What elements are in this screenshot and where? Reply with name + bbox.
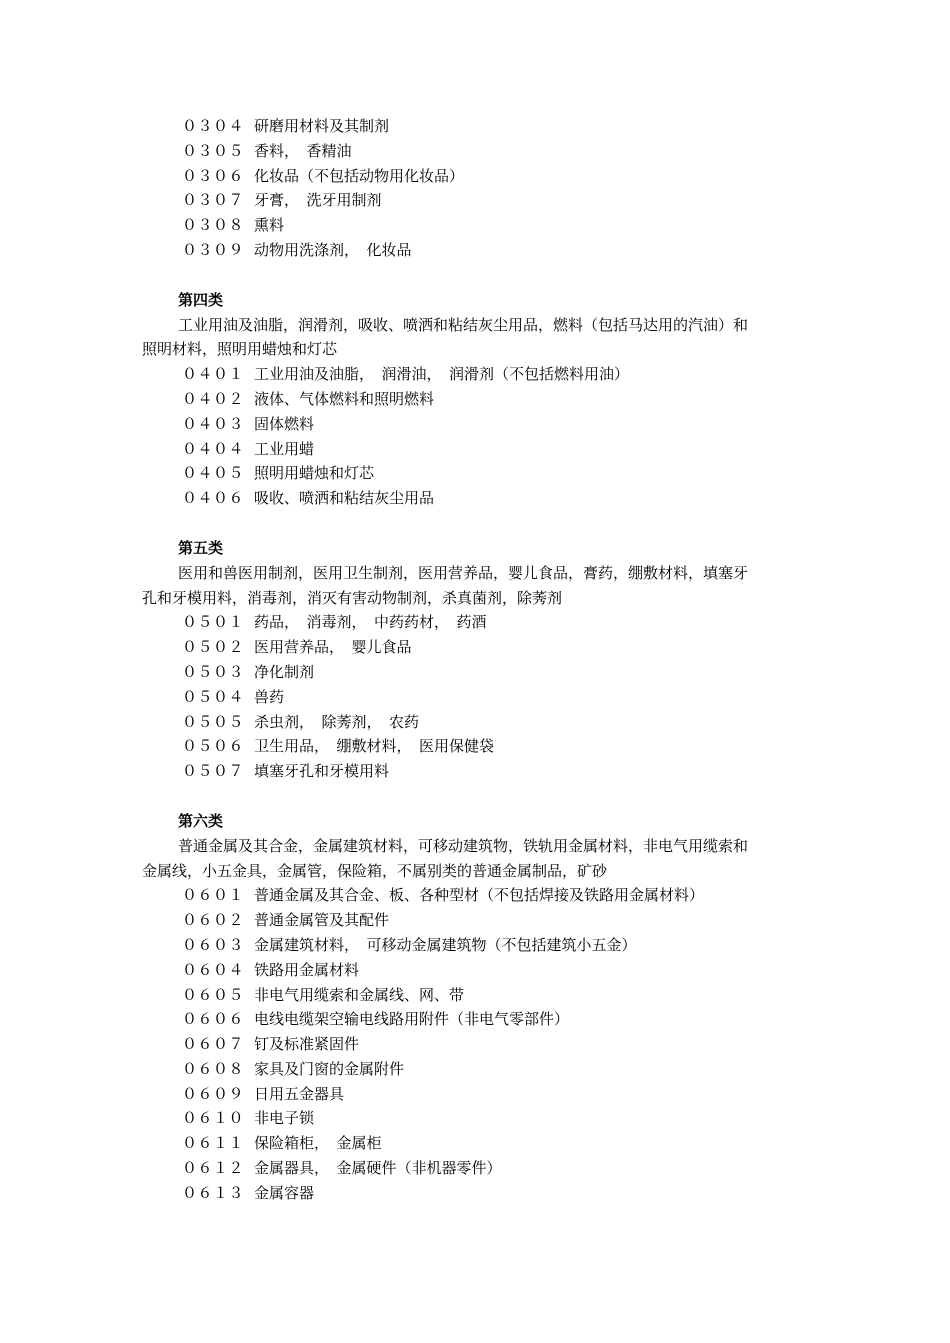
list-item [0,461,950,486]
list-item [0,610,950,635]
list-item [0,1057,950,1082]
item-text: 铁路用金属材料 [254,960,360,979]
item-text: 普通金属管及其配件 [254,911,390,930]
item-code: ０５０７ [182,762,245,781]
item-code: ０４０６ [182,489,245,508]
item-code: ０４０１ [182,365,245,384]
item-code: ０４０２ [182,389,245,408]
item-text: 药品， 消毒剂， 中药药材， 药酒 [254,613,487,632]
list-item [0,983,950,1008]
section-class-6 [0,809,950,1206]
item-text: 家具及门窗的金属附件 [254,1059,405,1078]
item-code: ０５０４ [182,687,245,706]
item-text: 熏料 [254,216,285,235]
item-code: ０６０４ [182,960,245,979]
item-code: ０６０１ [182,886,245,905]
section-description-line: 孔和牙模用料，消毒剂，消灭有害动物制剂，杀真菌剂，除莠剂 [142,588,563,607]
item-code: ０５０３ [182,662,245,681]
section-description-line: 金属线，小五金具，金属管，保险箱，不属别类的普通金属制品，矿砂 [142,861,608,880]
list-item [0,1007,950,1032]
item-code: ０４０５ [182,464,245,483]
list-item [0,437,950,462]
item-text: 电线电缆架空输电线路用附件（非电气零部件） [254,1010,570,1029]
list-item [0,883,950,908]
item-code: ０５０５ [182,712,245,731]
section-description-line: 医用和兽医用制剂，医用卫生制剂，医用营养品，婴儿食品，膏药，绷敷材料，填塞牙 [178,563,749,582]
item-code: ０５０６ [182,737,245,756]
item-code: ０６０６ [182,1010,245,1029]
item-text: 固体燃料 [254,414,315,433]
item-code: ０６１２ [182,1159,245,1178]
item-text: 化妆品（不包括动物用化妆品） [254,166,465,185]
item-text: 动物用洗涤剂， 化妆品 [254,240,412,259]
item-text: 日用五金器具 [254,1084,345,1103]
item-text: 金属容器 [254,1183,315,1202]
item-text: 杀虫剂， 除莠剂， 农药 [254,712,420,731]
item-code: ０６１０ [182,1109,245,1128]
list-item [0,1106,950,1131]
list-item [0,958,950,983]
list-item [0,412,950,437]
list-item [0,1156,950,1181]
item-code: ０３０６ [182,166,245,185]
item-text: 非电气用缆索和金属线、网、带 [254,985,465,1004]
section-heading: 第四类 [178,290,224,309]
list-item [0,685,950,710]
list-item [0,759,950,784]
item-text: 卫生用品， 绷敷材料， 医用保健袋 [254,737,495,756]
item-code: ０３０９ [182,240,245,259]
item-code: ０４０３ [182,414,245,433]
list-item [0,908,950,933]
item-text: 金属器具， 金属硬件（非机器零件） [254,1159,502,1178]
item-text: 香料， 香精油 [254,141,352,160]
item-text: 普通金属及其合金、板、各种型材（不包括焊接及铁路用金属材料） [254,886,705,905]
item-code: ０６０８ [182,1059,245,1078]
item-code: ０６０９ [182,1084,245,1103]
item-text: 填塞牙孔和牙模用料 [254,762,390,781]
list-item [0,486,950,511]
item-code: ０３０７ [182,191,245,210]
list-item [0,362,950,387]
item-code: ０６０５ [182,985,245,1004]
list-item [0,635,950,660]
item-code: ０６０３ [182,935,245,954]
list-item [0,139,950,164]
item-text: 液体、气体燃料和照明燃料 [254,389,435,408]
item-text: 医用营养品， 婴儿食品 [254,638,412,657]
item-code: ０３０８ [182,216,245,235]
list-item [0,387,950,412]
section-class-4 [0,288,950,511]
list-item [0,933,950,958]
document-page [0,114,950,1206]
item-code: ０５０２ [182,638,245,657]
item-text: 工业用油及油脂， 润滑油， 润滑剂（不包括燃料用油） [254,365,630,384]
item-text: 净化制剂 [254,662,315,681]
item-code: ０３０５ [182,141,245,160]
item-text: 保险箱柜， 金属柜 [254,1134,382,1153]
list-item [0,710,950,735]
item-code: ０４０４ [182,439,245,458]
item-code: ０３０４ [182,117,245,135]
item-text: 照明用蜡烛和灯芯 [254,464,375,483]
section-description-line: 普通金属及其合金，金属建筑材料，可移动建筑物，铁轨用金属材料，非电气用缆索和 [178,836,749,855]
item-code: ０５０１ [182,613,245,632]
section-heading: 第六类 [178,811,224,830]
list-item [0,734,950,759]
item-code: ０６０７ [182,1035,245,1054]
item-text: 金属建筑材料， 可移动金属建筑物（不包括建筑小五金） [254,935,637,954]
list-item [0,1181,950,1206]
section-class-3-continued [0,114,950,263]
item-code: ０６０２ [182,911,245,930]
item-text: 研磨用材料及其制剂 [254,117,390,135]
list-item [0,164,950,189]
list-item [0,1032,950,1057]
item-text: 工业用蜡 [254,439,315,458]
item-text: 非电子锁 [254,1109,315,1128]
item-text: 牙膏， 洗牙用制剂 [254,191,382,210]
list-item [0,188,950,213]
list-item [0,1082,950,1107]
list-item [0,1131,950,1156]
section-description-line: 工业用油及油脂，润滑剂，吸收、喷洒和粘结灰尘用品，燃料（包括马达用的汽油）和 [178,315,749,334]
item-text: 吸收、喷洒和粘结灰尘用品 [254,489,435,508]
list-item [0,213,950,238]
item-code: ０６１１ [182,1134,245,1153]
section-heading: 第五类 [178,538,224,557]
item-code: ０６１３ [182,1183,245,1202]
list-item [0,114,950,139]
item-text: 钉及标准紧固件 [254,1035,360,1054]
item-text: 兽药 [254,687,285,706]
section-description-line: 照明材料，照明用蜡烛和灯芯 [142,340,338,359]
list-item [0,238,950,263]
list-item [0,660,950,685]
section-class-5 [0,536,950,784]
